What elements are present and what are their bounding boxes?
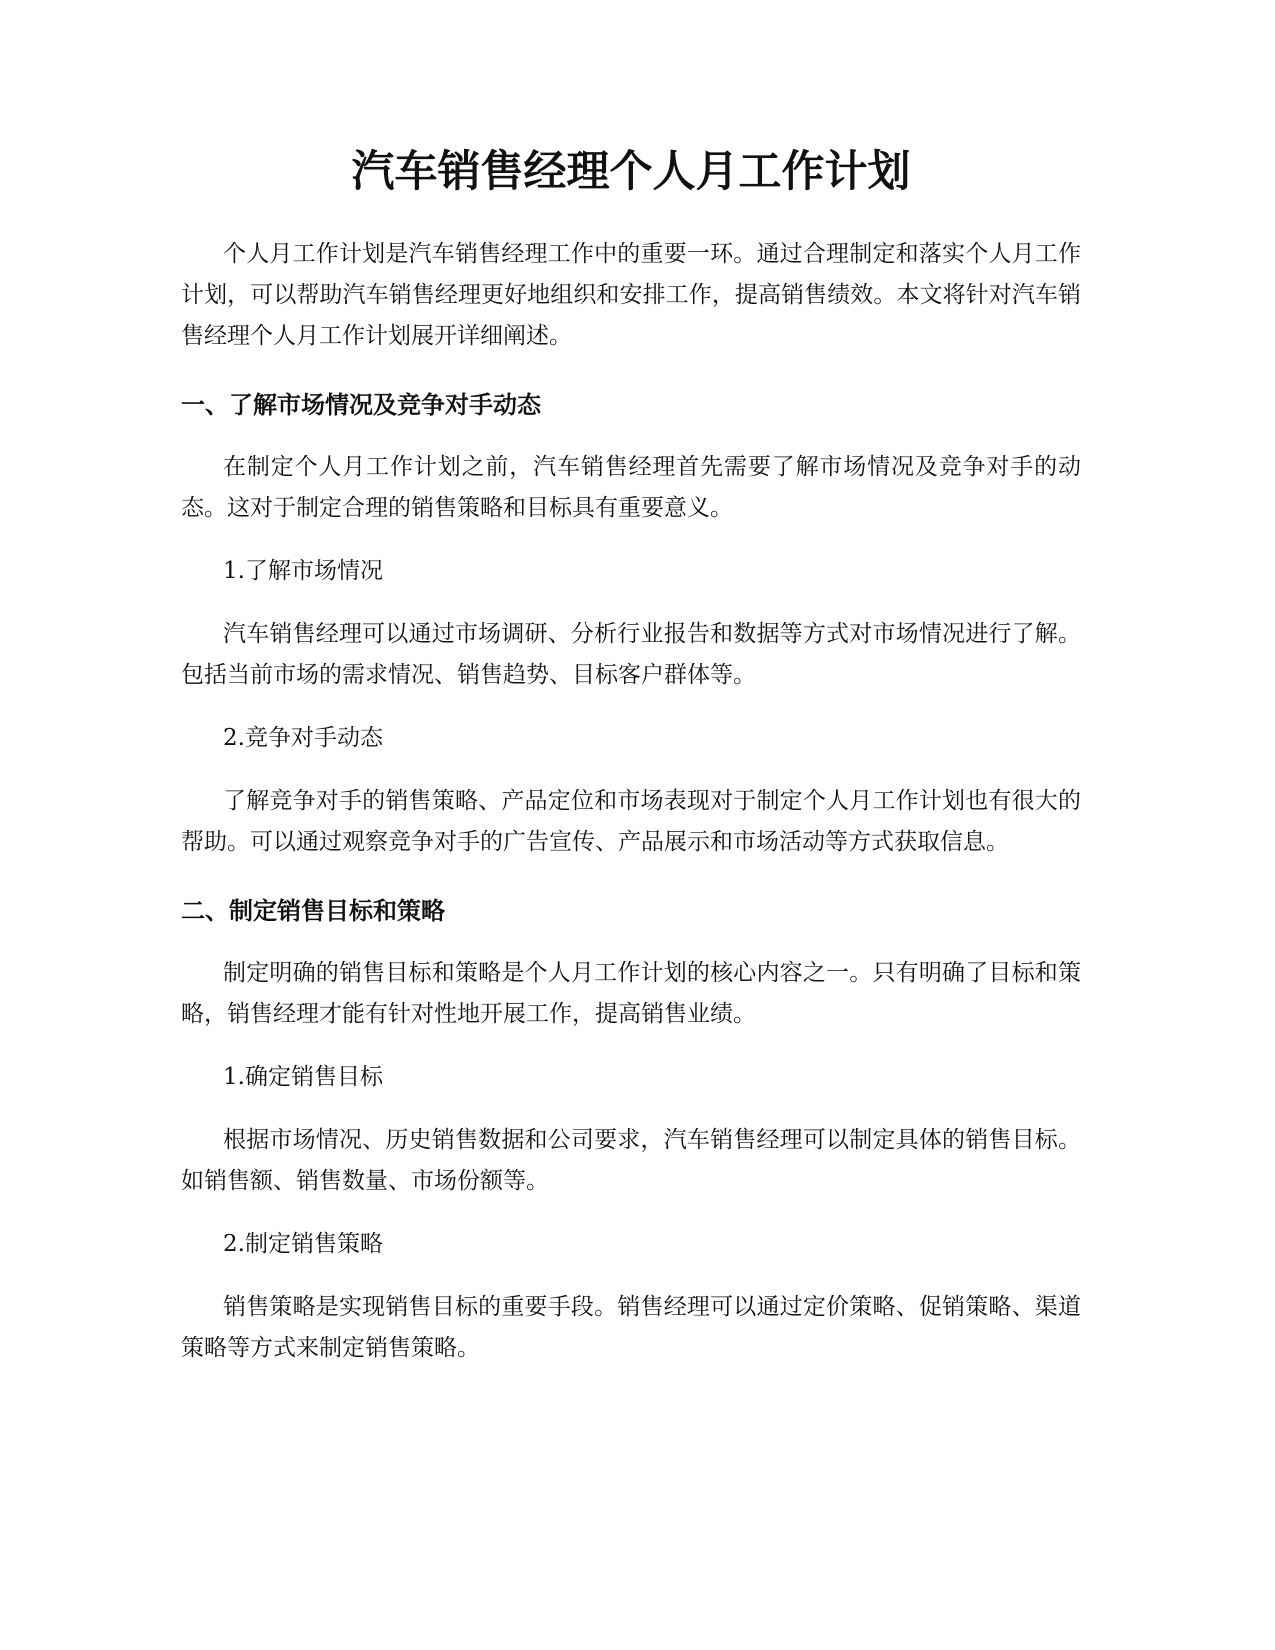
section-2-sub-2-text: 销售策略是实现销售目标的重要手段。销售经理可以通过定价策略、促销策略、渠道策略等方式来制定销售策略。: [181, 1294, 1081, 1361]
section-2-heading: 二、制定销售目标和策略: [181, 897, 445, 925]
section-1-sub-2-title: 2.竞争对手动态: [223, 725, 383, 751]
document-body: [181, 140, 1081, 1391]
section-2-sub-2-title: 2.制定销售策略: [223, 1231, 383, 1257]
section-2-intro: 制定明确的销售目标和策略是个人月工作计划的核心内容之一。只有明确了目标和策略，销售经理才能有针对性地开展工作，提高销售业绩。: [181, 960, 1081, 1027]
section-1-sub-1-title: 1.了解市场情况: [223, 558, 383, 584]
section-2-sub-1-title: 1.确定销售目标: [223, 1064, 383, 1090]
section-1-heading: 一、了解市场情况及竞争对手动态: [181, 391, 541, 419]
section-1-sub-2-text: 了解竞争对手的销售策略、产品定位和市场表现对于制定个人月工作计划也有很大的帮助。可以通过观察竞争对手的广告宣传、产品展示和市场活动等方式获取信息。: [181, 788, 1081, 855]
intro-paragraph: 个人月工作计划是汽车销售经理工作中的重要一环。通过合理制定和落实个人月工作计划，可以帮助汽车销售经理更好地组织和安排工作，提高销售绩效。本文将针对汽车销售经理个人月工作计划展开详细阐述。: [181, 241, 1081, 349]
section-2-sub-1-text: 根据市场情况、历史销售数据和公司要求，汽车销售经理可以制定具体的销售目标。如销售额、销售数量、市场份额等。: [181, 1127, 1081, 1194]
section-1-sub-1-text: 汽车销售经理可以通过市场调研、分析行业报告和数据等方式对市场情况进行了解。包括当前市场的需求情况、销售趋势、目标客户群体等。: [181, 621, 1081, 688]
section-1-intro: 在制定个人月工作计划之前，汽车销售经理首先需要了解市场情况及竞争对手的动态。这对于制定合理的销售策略和目标具有重要意义。: [181, 454, 1081, 521]
document-title: 汽车销售经理个人月工作计划: [351, 147, 911, 197]
